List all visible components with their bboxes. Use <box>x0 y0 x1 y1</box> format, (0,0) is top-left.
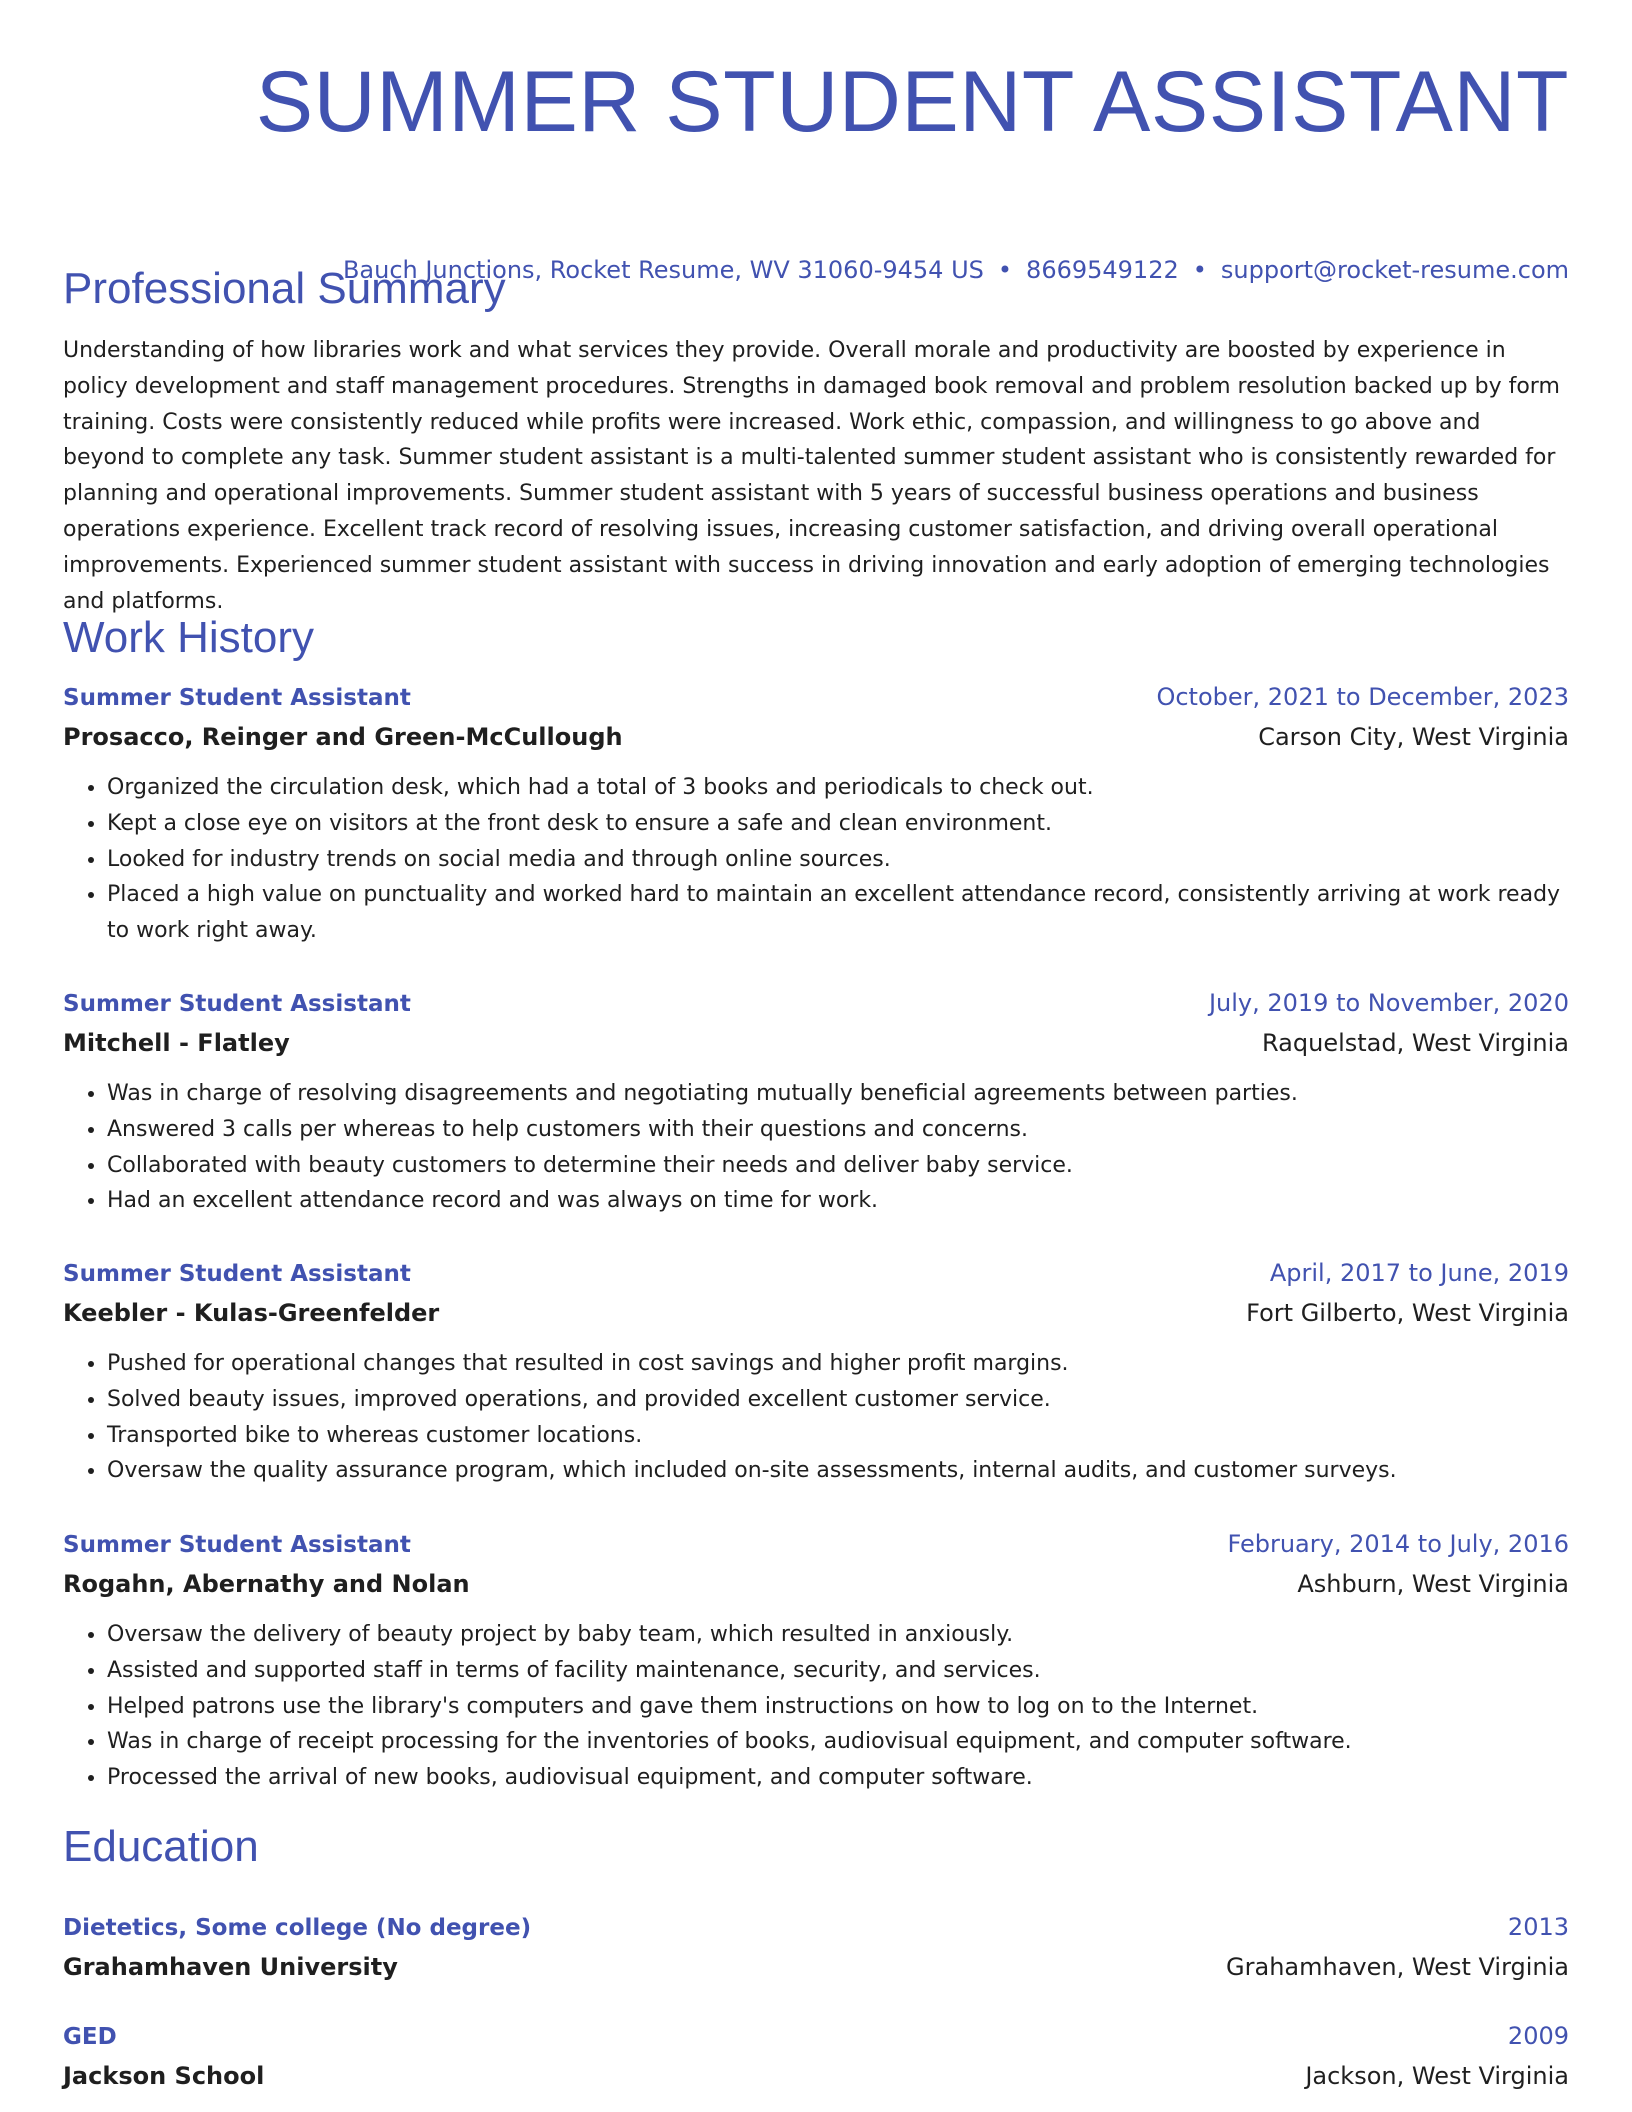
job-role: Summer Student Assistant <box>63 685 411 711</box>
education-degree: Dietetics, Some college (No degree) <box>63 1915 532 1941</box>
job-bullet: • Collaborated with beauty customers to determine their needs and deliver baby service. <box>107 1148 1569 1184</box>
job-bullet: • Solved beauty issues, improved operations, and provided excellent customer service. <box>107 1382 1569 1418</box>
job-role: Summer Student Assistant <box>63 991 411 1017</box>
job-bullet: • Was in charge of resolving disagreements and negotiating mutually beneficial agreements between parties. <box>107 1076 1569 1112</box>
job-bullet: • Kept a close eye on visitors at the front desk to ensure a safe and clean environment. <box>107 806 1569 842</box>
contact-address: Bauch Junctions, Rocket Resume, WV 31060-9454 US <box>342 256 984 284</box>
job-bullet: • Assisted and supported staff in terms of facility maintenance, security, and services. <box>107 1653 1569 1689</box>
contact-separator: • <box>997 256 1013 284</box>
contact-separator: • <box>1192 256 1207 284</box>
education-entry <box>63 1911 1569 1983</box>
job-bullet: • Looked for industry trends on social media and through online sources. <box>107 842 1569 878</box>
job-location: Ashburn, West Virginia <box>1297 1570 1569 1598</box>
job-bullet: • Processed the arrival of new books, audiovisual equipment, and computer software. <box>107 1760 1569 1796</box>
education-location: Grahamhaven, West Virginia <box>1226 1953 1569 1981</box>
job-dates: October, 2021 to December, 2023 <box>1156 683 1569 711</box>
education-school: Grahamhaven University <box>63 1953 398 1981</box>
job-company: Keebler - Kulas-Greenfelder <box>63 1299 440 1327</box>
job-entry <box>63 1528 1569 1796</box>
job-bullets <box>63 1076 1569 1219</box>
job-company: Rogahn, Abernathy and Nolan <box>63 1570 470 1598</box>
education-location: Jackson, West Virginia <box>1305 2062 1569 2090</box>
job-dates: April, 2017 to June, 2019 <box>1269 1259 1569 1287</box>
resume-header <box>63 0 1569 152</box>
education-year: 2009 <box>1507 2022 1569 2050</box>
contact-phone: 8669549122 <box>1026 256 1179 284</box>
job-role: Summer Student Assistant <box>63 1261 411 1287</box>
education-entry <box>63 2020 1569 2092</box>
job-entry <box>63 681 1569 949</box>
job-bullet: • Placed a high value on punctuality and worked hard to maintain an excellent attendance record, consistently arriving at work ready to work right away. <box>107 877 1569 949</box>
job-company: Mitchell - Flatley <box>63 1029 290 1057</box>
job-location: Fort Gilberto, West Virginia <box>1246 1299 1569 1327</box>
job-dates: February, 2014 to July, 2016 <box>1227 1530 1569 1558</box>
job-company: Prosacco, Reinger and Green-McCullough <box>63 723 623 751</box>
education-year: 2013 <box>1507 1913 1569 1941</box>
job-bullets <box>63 770 1569 949</box>
job-role: Summer Student Assistant <box>63 1532 411 1558</box>
job-bullet: • Was in charge of receipt processing for the inventories of books, audiovisual equipment, and computer software. <box>107 1724 1569 1760</box>
job-bullets <box>63 1617 1569 1796</box>
job-bullet: • Oversaw the quality assurance program, which included on-site assessments, internal audits, and customer surveys. <box>107 1453 1569 1489</box>
section-title-education: Education <box>63 1822 259 1871</box>
job-bullet: • Helped patrons use the library's computers and gave them instructions on how to log on to the Internet. <box>107 1689 1569 1725</box>
education-school: Jackson School <box>63 2062 265 2090</box>
job-bullet: • Oversaw the delivery of beauty project by baby team, which resulted in anxiously. <box>107 1617 1569 1653</box>
section-title-summary: Professional Summary <box>63 264 506 313</box>
job-location: Raquelstad, West Virginia <box>1262 1029 1569 1057</box>
job-entry <box>63 1257 1569 1489</box>
job-bullet: • Transported bike to whereas customer locations. <box>107 1418 1569 1454</box>
job-location: Carson City, West Virginia <box>1258 723 1569 751</box>
summary-text: Understanding of how libraries work and what services they provide. Overall morale and productivity are boosted by experience in policy development and staff management procedures. Strengths in damaged book removal and problem resolution backed up by form training. Costs were consistently reduced while profits were increased. Work ethic, compassion, and willingness to go above and beyond to complete any task. Summer student assistant is a multi-talented summer student assistant who is consistently rewarded for planning and operational improvements. Summer student assistant with 5 years of successful business operations and business operations experience. Excellent track record of resolving issues, increasing customer satisfaction, and driving overall operational improvements. Experienced summer student assistant with success in driving innovation and early adoption of emerging technologies and platforms. <box>63 338 1560 614</box>
job-bullet: • Pushed for operational changes that resulted in cost savings and higher profit margins. <box>107 1346 1569 1382</box>
job-entry <box>63 987 1569 1219</box>
contact-line <box>343 255 1569 285</box>
section-title-work-history: Work History <box>63 613 314 662</box>
job-bullet: • Organized the circulation desk, which had a total of 3 books and periodicals to check out. <box>107 770 1569 806</box>
education-degree: GED <box>63 2024 117 2050</box>
job-bullets <box>63 1346 1569 1489</box>
contact-email: support@rocket-resume.com <box>1220 256 1569 284</box>
job-dates: July, 2019 to November, 2020 <box>1208 989 1569 1017</box>
job-bullet: • Had an excellent attendance record and was always on time for work. <box>107 1183 1569 1219</box>
job-bullet: • Answered 3 calls per whereas to help customers with their questions and concerns. <box>107 1112 1569 1148</box>
candidate-name: SUMMER STUDENT ASSISTANT <box>255 54 1569 150</box>
